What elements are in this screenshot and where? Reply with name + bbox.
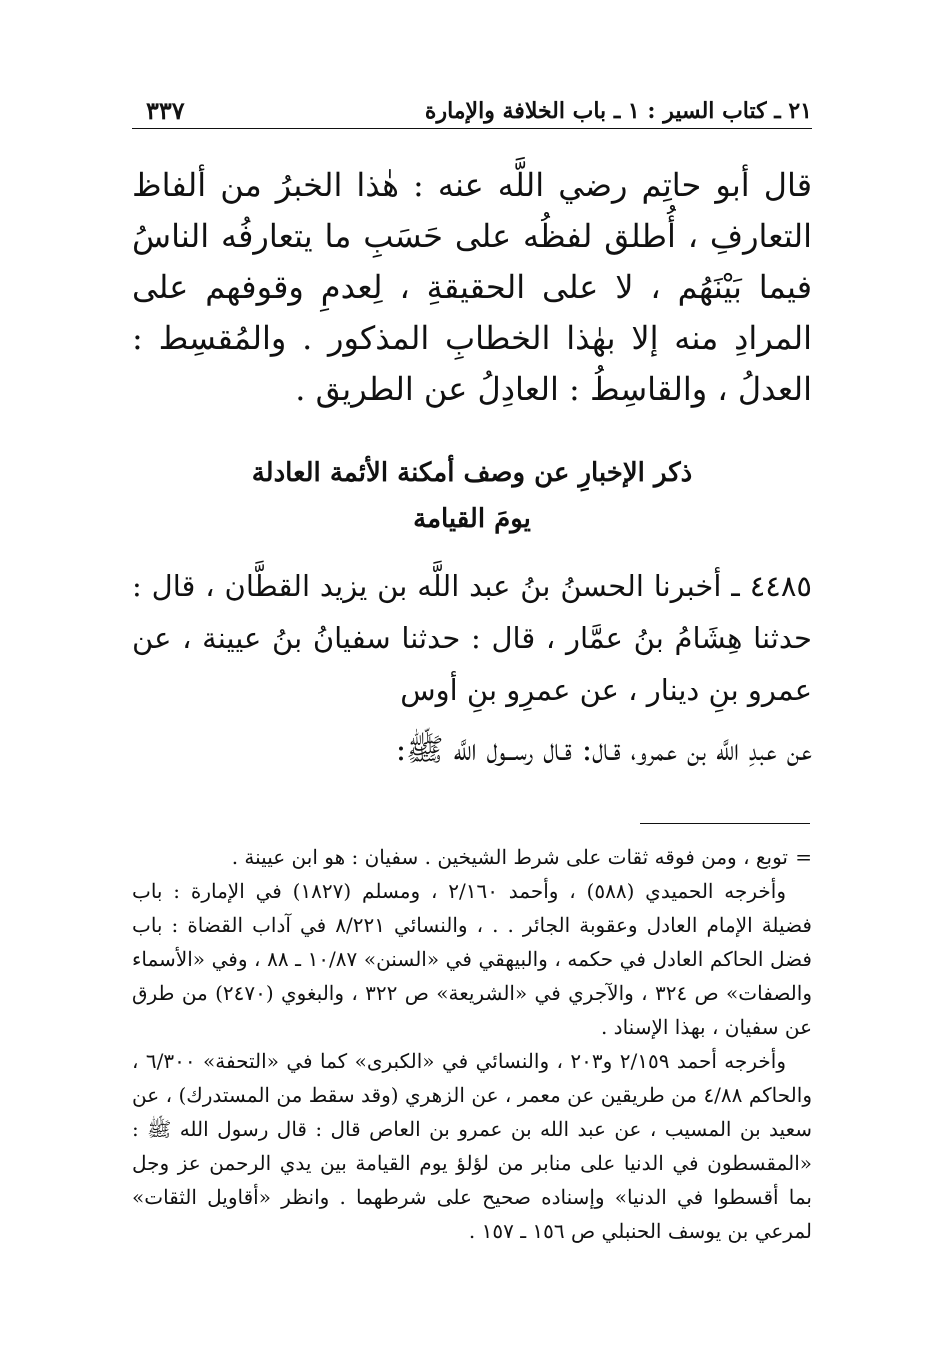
hadith-narration: عن عبدِ اللَّه بن عمرو، قـال: قـال رســول اللَّه ﷺ: [395, 732, 812, 768]
commentary-block [132, 160, 812, 415]
section-heading-line1: ذكر الإخبارِ عن وصف أمكنة الأئمة العادلة [251, 458, 693, 488]
footnote-continuation [132, 840, 812, 874]
running-header [132, 92, 812, 128]
footnote-paragraph-1: وأخرجه الحميدي (٥٨٨) ، وأحمد ٢/١٦٠ ، ومسلم (١٨٢٧) في الإمارة : باب فضيلة الإمام العادل وعقوبة الجائر . . ، والنسائي ٨/٢٢١ في آداب القضاة : باب فضل الحاكم العادل في حكمه ، والبيهقي في «السنن» ١٠/٨٧ ـ ٨٨ ، وفي «الأسماء والصفات» ص ٣٢٤ ، والآجري في «الشريعة» ص ٣٢٢ ، والبغوي (٢٤٧٠) من طرق عن سفيان ، بهذا الإسناد . [132, 879, 812, 1039]
footnote-continuation-text: توبع ، ومن فوقه ثقات على شرط الشيخين . سفيان : هو ابن عيينة . [231, 845, 788, 869]
continuation-mark: = [795, 845, 812, 869]
section-heading-line2: يومَ القيامة [413, 504, 531, 534]
header-rule [132, 128, 812, 129]
commentary-text: قال أبو حاتِم رضي اللَّه عنه : هٰذا الخبرُ من ألفاظ التعارفِ ، أُطلق لفظُه على حَسَبِ ما يتعارفُه الناسُ فيما بَيْنَهُم ، لا على الحقيقةِ ، لِعدمِ وقوفهم على المرادِ منه إلا بهٰذا الخطابِ المذكور . والمُقسِط : العدلُ ، والقاسِطُ : العادِلُ عن الطريق . [132, 166, 812, 408]
hadith-chain: ٤٤٨٥ ـ أخبرنا الحسنُ بنُ عبد اللَّه بن يزيد القطَّان ، قال : حدثنا هِشَامُ بنُ عمَّار ، قال : حدثنا سفيانُ بنُ عيينة ، عن عمرو بنِ دينار ، عن عمرِو بنِ أوس [132, 569, 812, 707]
footnote-rule [640, 823, 810, 824]
footnote-paragraph-2: وأخرجه أحمد ٢/١٥٩ و٢٠٣ ، والنسائي في «الكبرى» كما في «التحفة» ٦/٣٠٠ ، والحاكم ٤/٨٨ من طريقين عن معمر ، عن الزهري (وقد سقط من المستدرك) ، عن سعيد بن المسيب ، عن عبد الله بن عمرو بن العاص قال : قال رسول الله ﷺ : «المقسطون في الدنيا على منابر من لؤلؤ يوم القيامة بين يدي الرحمن عز وجل بما أقسطوا في الدنيا» وإسناده صحيح على شرطهما . وانظر «أقاويل الثقات» لمرعي بن يوسف الحنبلي ص ١٥٦ ـ ١٥٧ . [132, 1049, 813, 1243]
running-header-title: ٢١ ـ كتاب السير : ١ ـ باب الخلافة والإمارة [424, 98, 812, 124]
page-number: ٣٣٧ [146, 96, 185, 125]
hadith-block [132, 560, 812, 776]
footnotes-block [132, 840, 812, 1248]
